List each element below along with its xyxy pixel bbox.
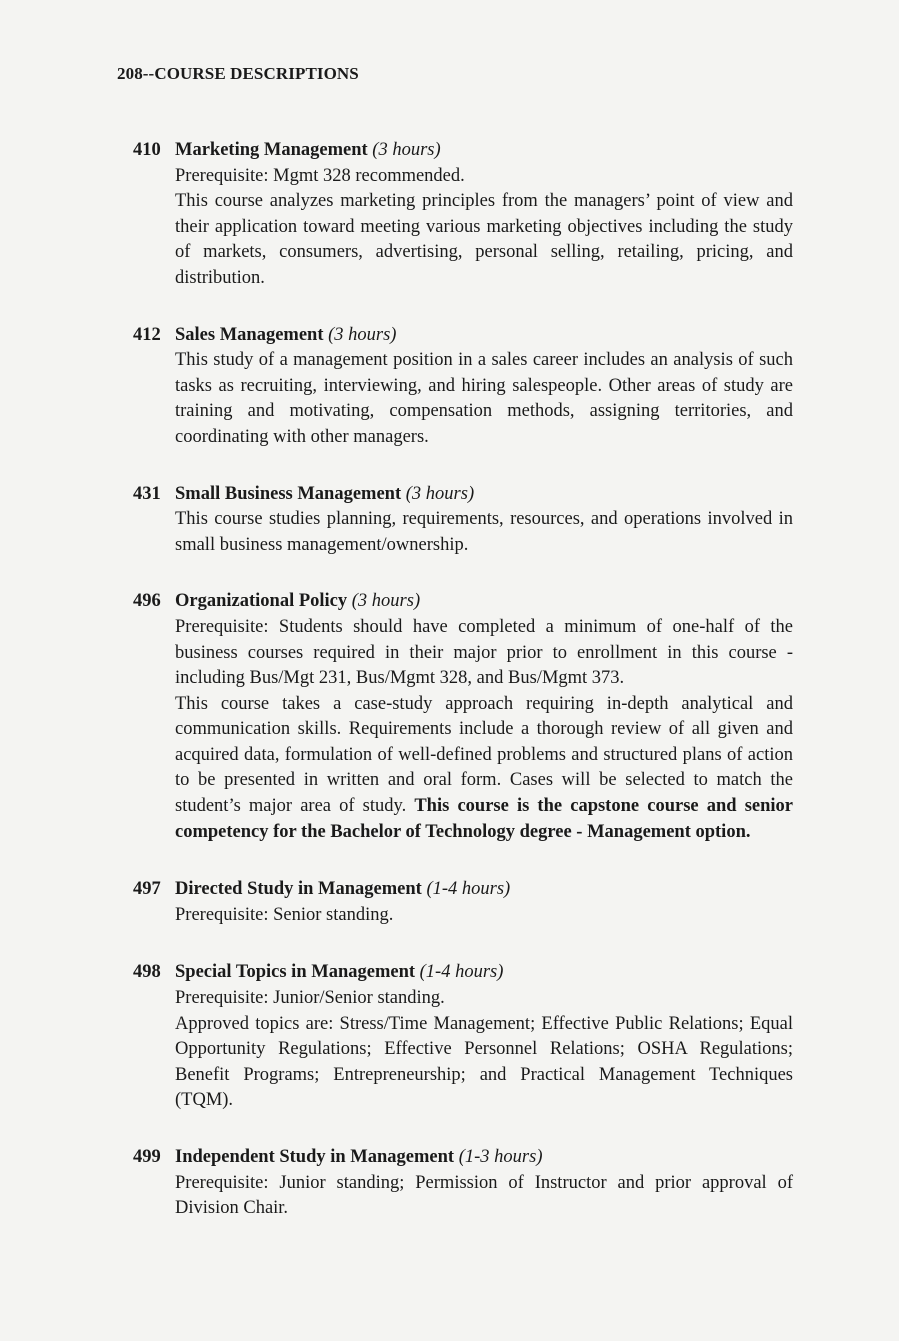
course-body (175, 960, 793, 1114)
course-title: Marketing Management (175, 140, 368, 160)
course-entry-431 (133, 482, 793, 559)
course-title: Small Business Management (175, 483, 402, 504)
course-body (175, 138, 793, 292)
course-prerequisite: Prerequisite: Junior standing; Permission of Instructor and prior approval of Division Chair. (175, 1172, 793, 1219)
course-hours: (3 hours) (372, 140, 441, 160)
course-prerequisite: Prerequisite: Senior standing. (175, 904, 394, 925)
course-entry-496 (133, 589, 793, 845)
course-hours: (1-4 hours) (419, 962, 504, 983)
course-number: 496 (133, 591, 161, 612)
course-description: This study of a management position in a sales career includes an analysis of such tasks as recruiting, interviewing, and hiring salespeople. Other areas of study are training and motivating, compensation methods, assigning territories, and coordinating with other managers. (175, 350, 793, 447)
course-hours: (3 hours) (405, 483, 475, 504)
course-bold-note: This course is the capstone course and senior competency for the Bachelor of Technology degree - Management option. (175, 796, 794, 842)
course-hours: (3 hours) (351, 591, 421, 612)
course-entry-499 (133, 1145, 793, 1222)
course-hours: (3 hours) (328, 324, 397, 345)
course-heading (175, 138, 793, 164)
course-number: 431 (133, 483, 161, 504)
course-description: Approved topics are: Stress/Time Management; Effective Public Relations; Equal Opportunity Regulations; Effective Personnel Relations; OSHA Regulations; Benefit Programs; Entrepreneurship; and Practical Management Techniques (TQM). (175, 1013, 793, 1111)
course-description: This course studies planning, requirements, resources, and operations involved in small business management/ownership. (175, 509, 793, 555)
course-hours: (1-3 hours) (458, 1147, 543, 1167)
course-title: Organizational Policy (175, 591, 348, 612)
course-number: 497 (133, 879, 161, 900)
course-heading (175, 323, 793, 349)
course-heading (175, 1145, 793, 1171)
course-hours: (1-4 hours) (426, 879, 511, 900)
course-entry-410 (133, 138, 793, 292)
course-heading (175, 877, 793, 903)
course-body (175, 589, 793, 845)
course-prerequisite: Prerequisite: Junior/Senior standing. (175, 988, 445, 1009)
course-entry-412 (133, 323, 793, 451)
course-number: 410 (133, 140, 161, 160)
course-prerequisite: Prerequisite: Mgmt 328 recommended. (175, 165, 465, 186)
page-header: 208--COURSE DESCRIPTIONS (117, 64, 359, 83)
course-entry-497 (133, 877, 793, 928)
course-number: 412 (133, 324, 161, 345)
course-heading (175, 589, 793, 615)
course-title: Directed Study in Management (175, 879, 422, 900)
course-title: Independent Study in Management (175, 1147, 455, 1167)
course-title: Special Topics in Management (175, 962, 416, 983)
course-list (133, 138, 793, 1222)
course-heading (175, 482, 793, 508)
course-title: Sales Management (175, 324, 324, 345)
course-description: This course analyzes marketing principles from the managers’ point of view and their application toward meeting various marketing objectives including the study of markets, consumers, advertising, personal selling, retailing, pricing, and distribution. (175, 191, 793, 288)
course-body (175, 323, 793, 451)
course-number: 498 (133, 962, 161, 983)
course-body (175, 482, 793, 559)
course-description: This course takes a case-study approach requiring in-depth analytical and communication skills. Requirements include a thorough review of all given and acquired data, formulation of well-defined problems and structured plans of action to be presented in written and oral form. Cases will be selected to match the student’s major area of study. (175, 693, 793, 817)
course-prerequisite: Prerequisite: Students should have completed a minimum of one-half of the business courses required in their major prior to enrollment in this course - including Bus/Mgt 231, Bus/Mgmt 328, and Bus/Mgmt 373. (175, 616, 793, 689)
course-heading (175, 960, 793, 986)
course-body (175, 877, 793, 928)
course-body (175, 1145, 793, 1222)
course-description-block (175, 692, 793, 846)
course-entry-498 (133, 960, 793, 1114)
course-number: 499 (133, 1147, 161, 1167)
